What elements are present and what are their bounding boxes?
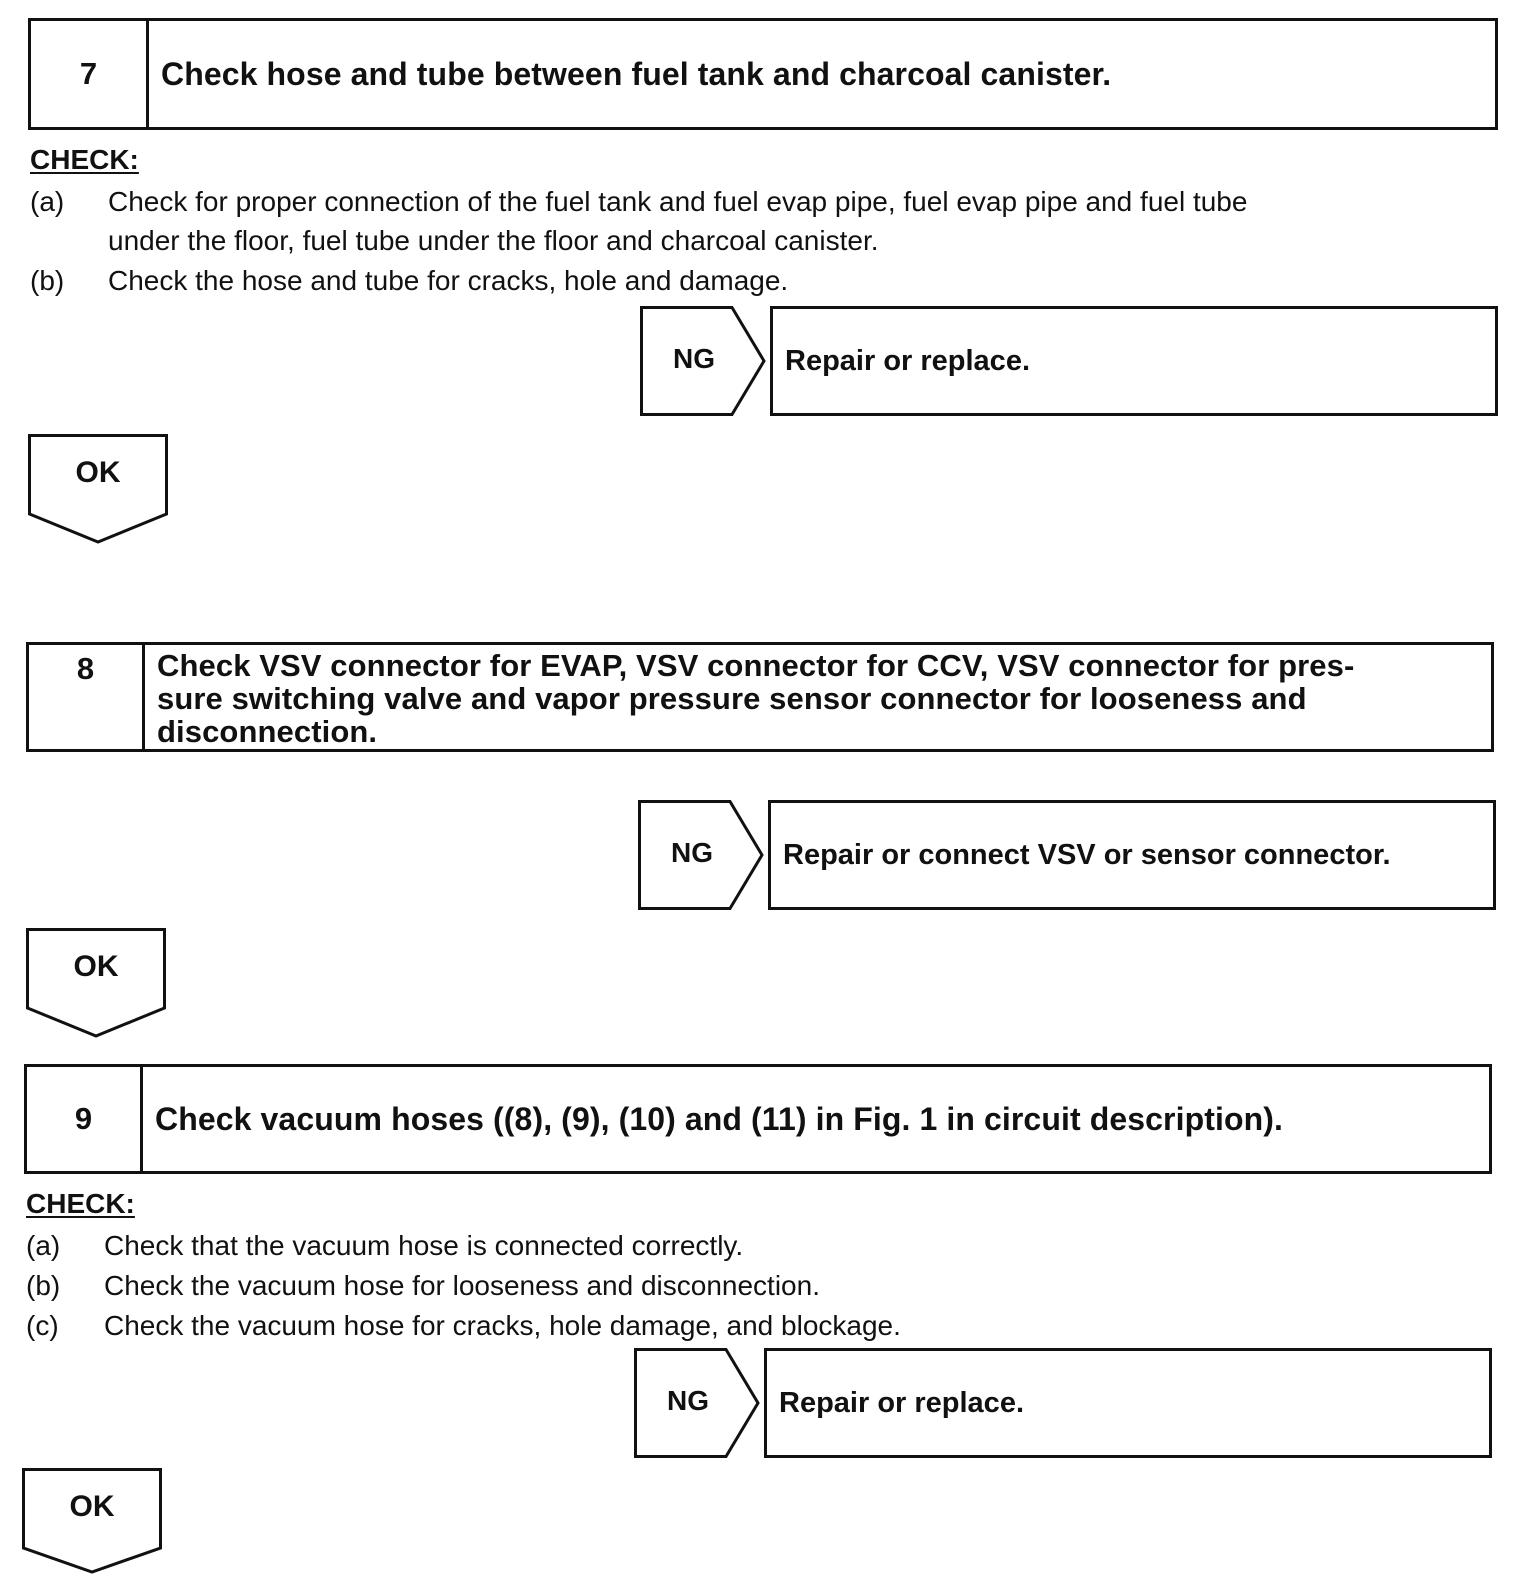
item-text: Check that the vacuum hose is connected correctly.: [104, 1230, 744, 1261]
ng-action-box: [768, 800, 1496, 910]
item-label: (c): [26, 1310, 59, 1341]
step-number: 7: [31, 21, 149, 127]
ng-action-text: Repair or replace.: [779, 1386, 1024, 1419]
ok-arrow-icon: [28, 434, 168, 546]
step-title-line: disconnection.: [157, 714, 378, 749]
item-label: (a): [26, 1230, 61, 1261]
step-number: 9: [27, 1067, 143, 1171]
step-title: Check hose and tube between fuel tank and charcoal canister.: [161, 55, 1112, 92]
step-9-header: [24, 1064, 1492, 1174]
ng-label: NG: [667, 1385, 709, 1416]
ok-label: OK: [75, 456, 121, 489]
item-label: (b): [26, 1270, 61, 1301]
ng-action-box: [764, 1348, 1492, 1458]
item-label: (b): [30, 265, 65, 296]
item-text: Check the hose and tube for cracks, hole and damage.: [108, 265, 789, 296]
step-title: Check vacuum hoses ((8), (9), (10) and (11) in Fig. 1 in circuit description).: [155, 1100, 1284, 1137]
ok-label: OK: [69, 1490, 115, 1523]
ok-arrow-icon: [26, 928, 166, 1040]
ng-label: NG: [671, 837, 713, 868]
ng-label: NG: [673, 343, 715, 374]
item-text: Check the vacuum hose for cracks, hole damage, and blockage.: [104, 1310, 901, 1341]
item-label: (a): [30, 186, 65, 217]
step-title-line: sure switching valve and vapor pressure sensor connector for looseness and: [157, 681, 1307, 716]
step-7-header: [28, 18, 1498, 130]
step-8-header: [26, 642, 1494, 752]
step-title: [145, 645, 1366, 749]
ok-label: OK: [73, 950, 119, 983]
ng-action-text: Repair or replace.: [785, 344, 1030, 377]
ng-action-box: [770, 306, 1498, 416]
ng-action-text: Repair or connect VSV or sensor connector.: [783, 838, 1391, 871]
item-text: Check the vacuum hose for looseness and disconnection.: [104, 1270, 820, 1301]
item-text: Check for proper connection of the fuel tank and fuel evap pipe, fuel evap pipe and fuel tube under the floor, fuel tube under the floor and charcoal canister.: [108, 186, 1248, 256]
check-label: CHECK:: [26, 1188, 135, 1219]
step-title-line: Check VSV connector for EVAP, VSV connector for CCV, VSV connector for pres-: [157, 648, 1355, 683]
step-number: 8: [29, 645, 145, 749]
check-label: CHECK:: [30, 144, 139, 175]
